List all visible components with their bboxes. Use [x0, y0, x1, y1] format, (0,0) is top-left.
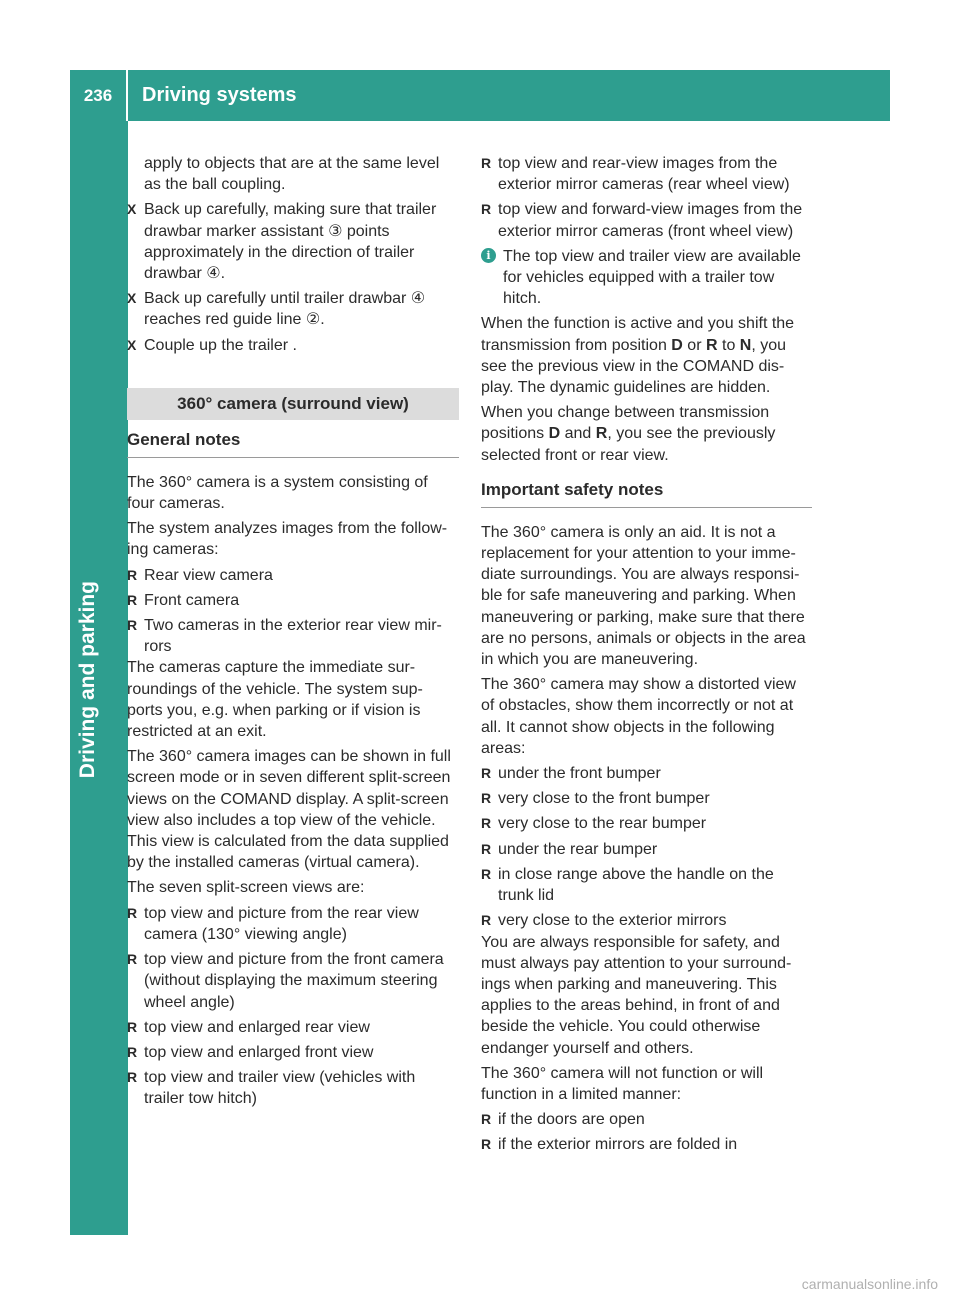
continued-paragraph: apply to objects that are at the same level as the ball coupling.: [144, 155, 440, 194]
bullet-icon: R: [127, 951, 138, 968]
list-item-text: top view and rear-view images from the exterior mirror cameras (rear wheel view): [498, 155, 790, 194]
paragraph: When the function is active and you shift the transmission from position D or R to N, you see the previous view in the COMAND dis- play. The dynamic guidelines are hidden.: [481, 315, 795, 397]
instruction-item: [127, 199, 459, 284]
info-note: [481, 246, 812, 310]
list-item: [481, 788, 812, 809]
side-tab-label: Driving and parking: [76, 581, 99, 779]
page-number: 236: [83, 85, 113, 105]
instruction-text: Back up carefully until trailer drawbar ④ reaches red guide line ②.: [144, 290, 426, 329]
list-item-text: top view and picture from the front camera (without displaying the maximum steering wheel angle): [144, 951, 444, 1011]
list-item: [127, 1067, 459, 1109]
list-item: [481, 839, 812, 860]
list-item: [127, 1017, 459, 1038]
instruction-arrow-icon: X: [127, 290, 137, 307]
bullet-icon: R: [127, 617, 138, 634]
bullet-icon: R: [127, 904, 138, 921]
bullet-icon: R: [481, 912, 492, 929]
paragraph: The cameras capture the immediate sur- roundings of the vehicle. The system sup- ports you, e.g. when parking or if vision is restricted at an exit.: [127, 659, 423, 741]
list-item-text: very close to the front bumper: [498, 790, 710, 808]
header-divider: [126, 70, 128, 121]
list-item-text: Front camera: [144, 591, 240, 609]
list-item: [127, 615, 459, 657]
list-item-text: very close to the rear bumper: [498, 815, 707, 833]
paragraph: The 360° camera may show a distorted view of obstacles, show them incorrectly or not at all. It cannot show objects in the following areas:: [481, 676, 796, 757]
general-notes-heading: General notes: [127, 430, 459, 458]
list-item-text: if the doors are open: [498, 1111, 645, 1129]
list-item: [127, 590, 459, 611]
list-item: [481, 1134, 812, 1155]
list-item-text: if the exterior mirrors are folded in: [498, 1136, 738, 1154]
list-item: [127, 1042, 459, 1063]
info-note-text: The top view and trailer view are available for vehicles equipped with a trailer tow hitch.: [503, 247, 801, 308]
list-item: [127, 949, 459, 1013]
bullet-icon: R: [481, 1136, 492, 1153]
list-item: [481, 199, 812, 241]
list-item-text: top view and forward-view images from the exterior mirror cameras (front wheel view): [498, 201, 803, 240]
section-title: Driving systems: [142, 84, 297, 106]
list-item-text: Rear view camera: [144, 566, 273, 584]
bullet-icon: R: [481, 201, 492, 218]
list-item-text: under the front bumper: [498, 765, 661, 783]
list-item-text: Two cameras in the exterior rear view mir- rors: [144, 617, 442, 656]
list-item: [481, 153, 812, 195]
instruction-item: [127, 288, 459, 330]
list-item-text: in close range above the handle on the trunk lid: [498, 865, 774, 905]
paragraph: The 360° camera images can be shown in full screen mode or in seven different split-screen views on the COMAND display. A split-screen view also includes a top view of the vehicle. This view is calculated from the data supplied by the installed cameras (virtual camera).: [127, 748, 451, 872]
list-item: [127, 565, 459, 586]
bullet-icon: R: [481, 865, 492, 882]
bullet-icon: R: [481, 765, 492, 782]
list-item: [481, 864, 812, 906]
instruction-item: [127, 335, 459, 356]
paragraph: When you change between transmission positions D and R, you see the previously selected front or rear view.: [481, 404, 776, 464]
list-item-text: top view and trailer view (vehicles with trailer tow hitch): [144, 1069, 416, 1108]
list-item-text: top view and picture from the rear view camera (130° viewing angle): [144, 904, 419, 943]
bullet-icon: R: [481, 840, 492, 857]
list-item-text: very close to the exterior mirrors: [498, 912, 727, 930]
bullet-icon: R: [481, 155, 492, 171]
safety-notes-heading: Important safety notes: [481, 480, 812, 508]
bullet-icon: R: [481, 1111, 492, 1128]
list-item: [481, 763, 812, 784]
instruction-arrow-icon: X: [127, 336, 137, 353]
bullet-icon: R: [127, 1069, 138, 1086]
list-item: [481, 1109, 812, 1130]
bullet-icon: R: [127, 566, 138, 583]
bullet-icon: R: [127, 1018, 138, 1035]
instruction-text: Couple up the trailer .: [144, 336, 297, 354]
list-item-text: top view and enlarged rear view: [144, 1018, 370, 1036]
side-tab: [70, 121, 128, 1235]
paragraph: The seven split-screen views are:: [127, 879, 365, 897]
right-column: [481, 153, 812, 1156]
paragraph: The 360° camera is only an aid. It is not a replacement for your attention to your imme- diate surroundings. You are always responsi- ble for safe maneuvering and parking. When maneuvering or parking, make sure that there are no persons, animals or objects in the area in which you are maneuvering.: [481, 523, 806, 669]
section-heading: 360° camera (surround view): [127, 388, 459, 420]
info-icon: i: [481, 248, 496, 263]
paragraph: You are always responsible for safety, and must always pay attention to your surround- ings when parking and maneuvering. This applies to the areas behind, in front of and beside the vehicle. You could otherwise endanger yourself and others.: [481, 933, 792, 1057]
bullet-icon: R: [481, 790, 492, 807]
left-column: [127, 153, 459, 1110]
list-item: [127, 903, 459, 945]
instruction-text: Back up carefully, making sure that trailer drawbar marker assistant ③ points approximately in the direction of trailer drawbar ④.: [144, 201, 437, 283]
list-item-text: under the rear bumper: [498, 840, 658, 858]
list-item: [481, 910, 812, 931]
watermark: carmanualsonline.info: [801, 1276, 938, 1292]
paragraph: The system analyzes images from the follow- ing cameras:: [127, 520, 448, 559]
instruction-arrow-icon: X: [127, 201, 137, 218]
paragraph: The 360° camera will not function or will function in a limited manner:: [481, 1064, 764, 1103]
bullet-icon: R: [127, 591, 138, 608]
bullet-icon: R: [481, 815, 492, 832]
bullet-icon: R: [127, 1043, 138, 1060]
paragraph: The 360° camera is a system consisting of four cameras.: [127, 473, 428, 513]
list-item: [481, 813, 812, 834]
list-item-text: top view and enlarged front view: [144, 1043, 374, 1061]
